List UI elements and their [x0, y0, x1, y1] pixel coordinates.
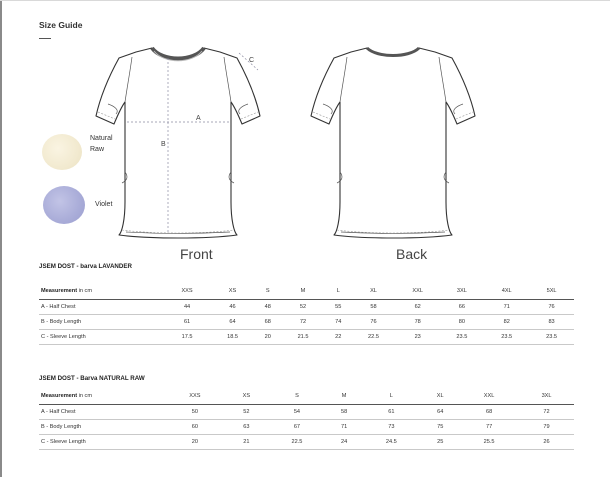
row-label: B - Body Length: [39, 314, 164, 329]
cell: 25.5: [459, 434, 519, 449]
cell: 62: [396, 299, 440, 314]
title-underline: [39, 38, 51, 39]
cell: 21: [226, 434, 267, 449]
cell: 72: [281, 314, 326, 329]
cell: 58: [351, 299, 396, 314]
marker-b: B: [161, 141, 166, 148]
swatch-violet: [43, 186, 85, 224]
cell: 75: [421, 419, 459, 434]
cell: 24: [327, 434, 361, 449]
cell: 71: [327, 419, 361, 434]
page-title: Size Guide: [39, 20, 83, 30]
cell: 60: [164, 419, 226, 434]
size-header: XXS: [164, 284, 210, 299]
marker-a: A: [196, 115, 201, 122]
size-header: XS: [226, 389, 267, 404]
cell: 23.5: [439, 329, 484, 344]
cell: 22.5: [267, 434, 327, 449]
swatch-natural-raw: [42, 134, 82, 170]
cell: 72: [519, 404, 574, 419]
cell: 76: [351, 314, 396, 329]
table-header-row: [39, 284, 574, 299]
table-title-natural-raw: JSEM DOST - Barva NATURAL RAW: [39, 375, 145, 382]
table-row: [39, 314, 574, 329]
measurement-header: Measurement in cm: [39, 389, 164, 404]
table-title-lavander: JSEM DOST - barva LAVANDER: [39, 263, 132, 270]
marker-c: C: [249, 57, 255, 64]
cell: 67: [267, 419, 327, 434]
cell: 21.5: [281, 329, 326, 344]
cell: 46: [210, 299, 255, 314]
cell: 18.5: [210, 329, 255, 344]
cell: 73: [361, 419, 421, 434]
size-header: XXS: [164, 389, 226, 404]
cell: 20: [164, 434, 226, 449]
cell: 26: [519, 434, 574, 449]
size-header: M: [327, 389, 361, 404]
cell: 82: [484, 314, 529, 329]
size-header: 3XL: [439, 284, 484, 299]
cell: 78: [396, 314, 440, 329]
cell: 50: [164, 404, 226, 419]
cell: 68: [255, 314, 281, 329]
swatch-label-violet: Violet: [95, 201, 113, 208]
table-row: [39, 434, 574, 449]
size-table-natural-raw: [39, 389, 574, 450]
row-label: A - Half Chest: [39, 299, 164, 314]
tshirt-front-diagram: [92, 42, 264, 242]
size-table-lavander: [39, 284, 574, 345]
cell: 66: [439, 299, 484, 314]
cell: 63: [226, 419, 267, 434]
size-header: 5XL: [529, 284, 574, 299]
size-header: L: [325, 284, 351, 299]
front-view-label: Front: [180, 246, 213, 262]
size-header: 3XL: [519, 389, 574, 404]
table-row: [39, 419, 574, 434]
size-header: XL: [421, 389, 459, 404]
cell: 48: [255, 299, 281, 314]
table-header-row: [39, 389, 574, 404]
measurement-header: Measurement in cm: [39, 284, 164, 299]
back-view-label: Back: [396, 246, 428, 262]
cell: 79: [519, 419, 574, 434]
cell: 20: [255, 329, 281, 344]
cell: 61: [361, 404, 421, 419]
cell: 23: [396, 329, 440, 344]
size-header: S: [255, 284, 281, 299]
cell: 61: [164, 314, 210, 329]
cell: 24.5: [361, 434, 421, 449]
cell: 23.5: [484, 329, 529, 344]
size-header: L: [361, 389, 421, 404]
cell: 52: [281, 299, 326, 314]
cell: 54: [267, 404, 327, 419]
cell: 58: [327, 404, 361, 419]
cell: 23.5: [529, 329, 574, 344]
cell: 22.5: [351, 329, 396, 344]
cell: 80: [439, 314, 484, 329]
tshirt-back-diagram: [307, 42, 479, 242]
cell: 68: [459, 404, 519, 419]
row-label: C - Sleeve Length: [39, 329, 164, 344]
cell: 17.5: [164, 329, 210, 344]
cell: 74: [325, 314, 351, 329]
cell: 77: [459, 419, 519, 434]
cell: 52: [226, 404, 267, 419]
size-header: XXL: [396, 284, 440, 299]
row-label: A - Half Chest: [39, 404, 164, 419]
table-row: [39, 299, 574, 314]
cell: 25: [421, 434, 459, 449]
cell: 64: [210, 314, 255, 329]
size-header: XXL: [459, 389, 519, 404]
cell: 44: [164, 299, 210, 314]
table-row: [39, 404, 574, 419]
cell: 55: [325, 299, 351, 314]
page-edge-top: [0, 0, 610, 1]
cell: 64: [421, 404, 459, 419]
table-row: [39, 329, 574, 344]
swatch-label-natural-raw: Natural Raw: [90, 135, 113, 153]
row-label: B - Body Length: [39, 419, 164, 434]
cell: 76: [529, 299, 574, 314]
page-edge-left: [0, 0, 2, 477]
size-header: XL: [351, 284, 396, 299]
size-header: 4XL: [484, 284, 529, 299]
size-header: S: [267, 389, 327, 404]
cell: 83: [529, 314, 574, 329]
row-label: C - Sleeve Length: [39, 434, 164, 449]
cell: 22: [325, 329, 351, 344]
cell: 71: [484, 299, 529, 314]
size-header: M: [281, 284, 326, 299]
size-header: XS: [210, 284, 255, 299]
